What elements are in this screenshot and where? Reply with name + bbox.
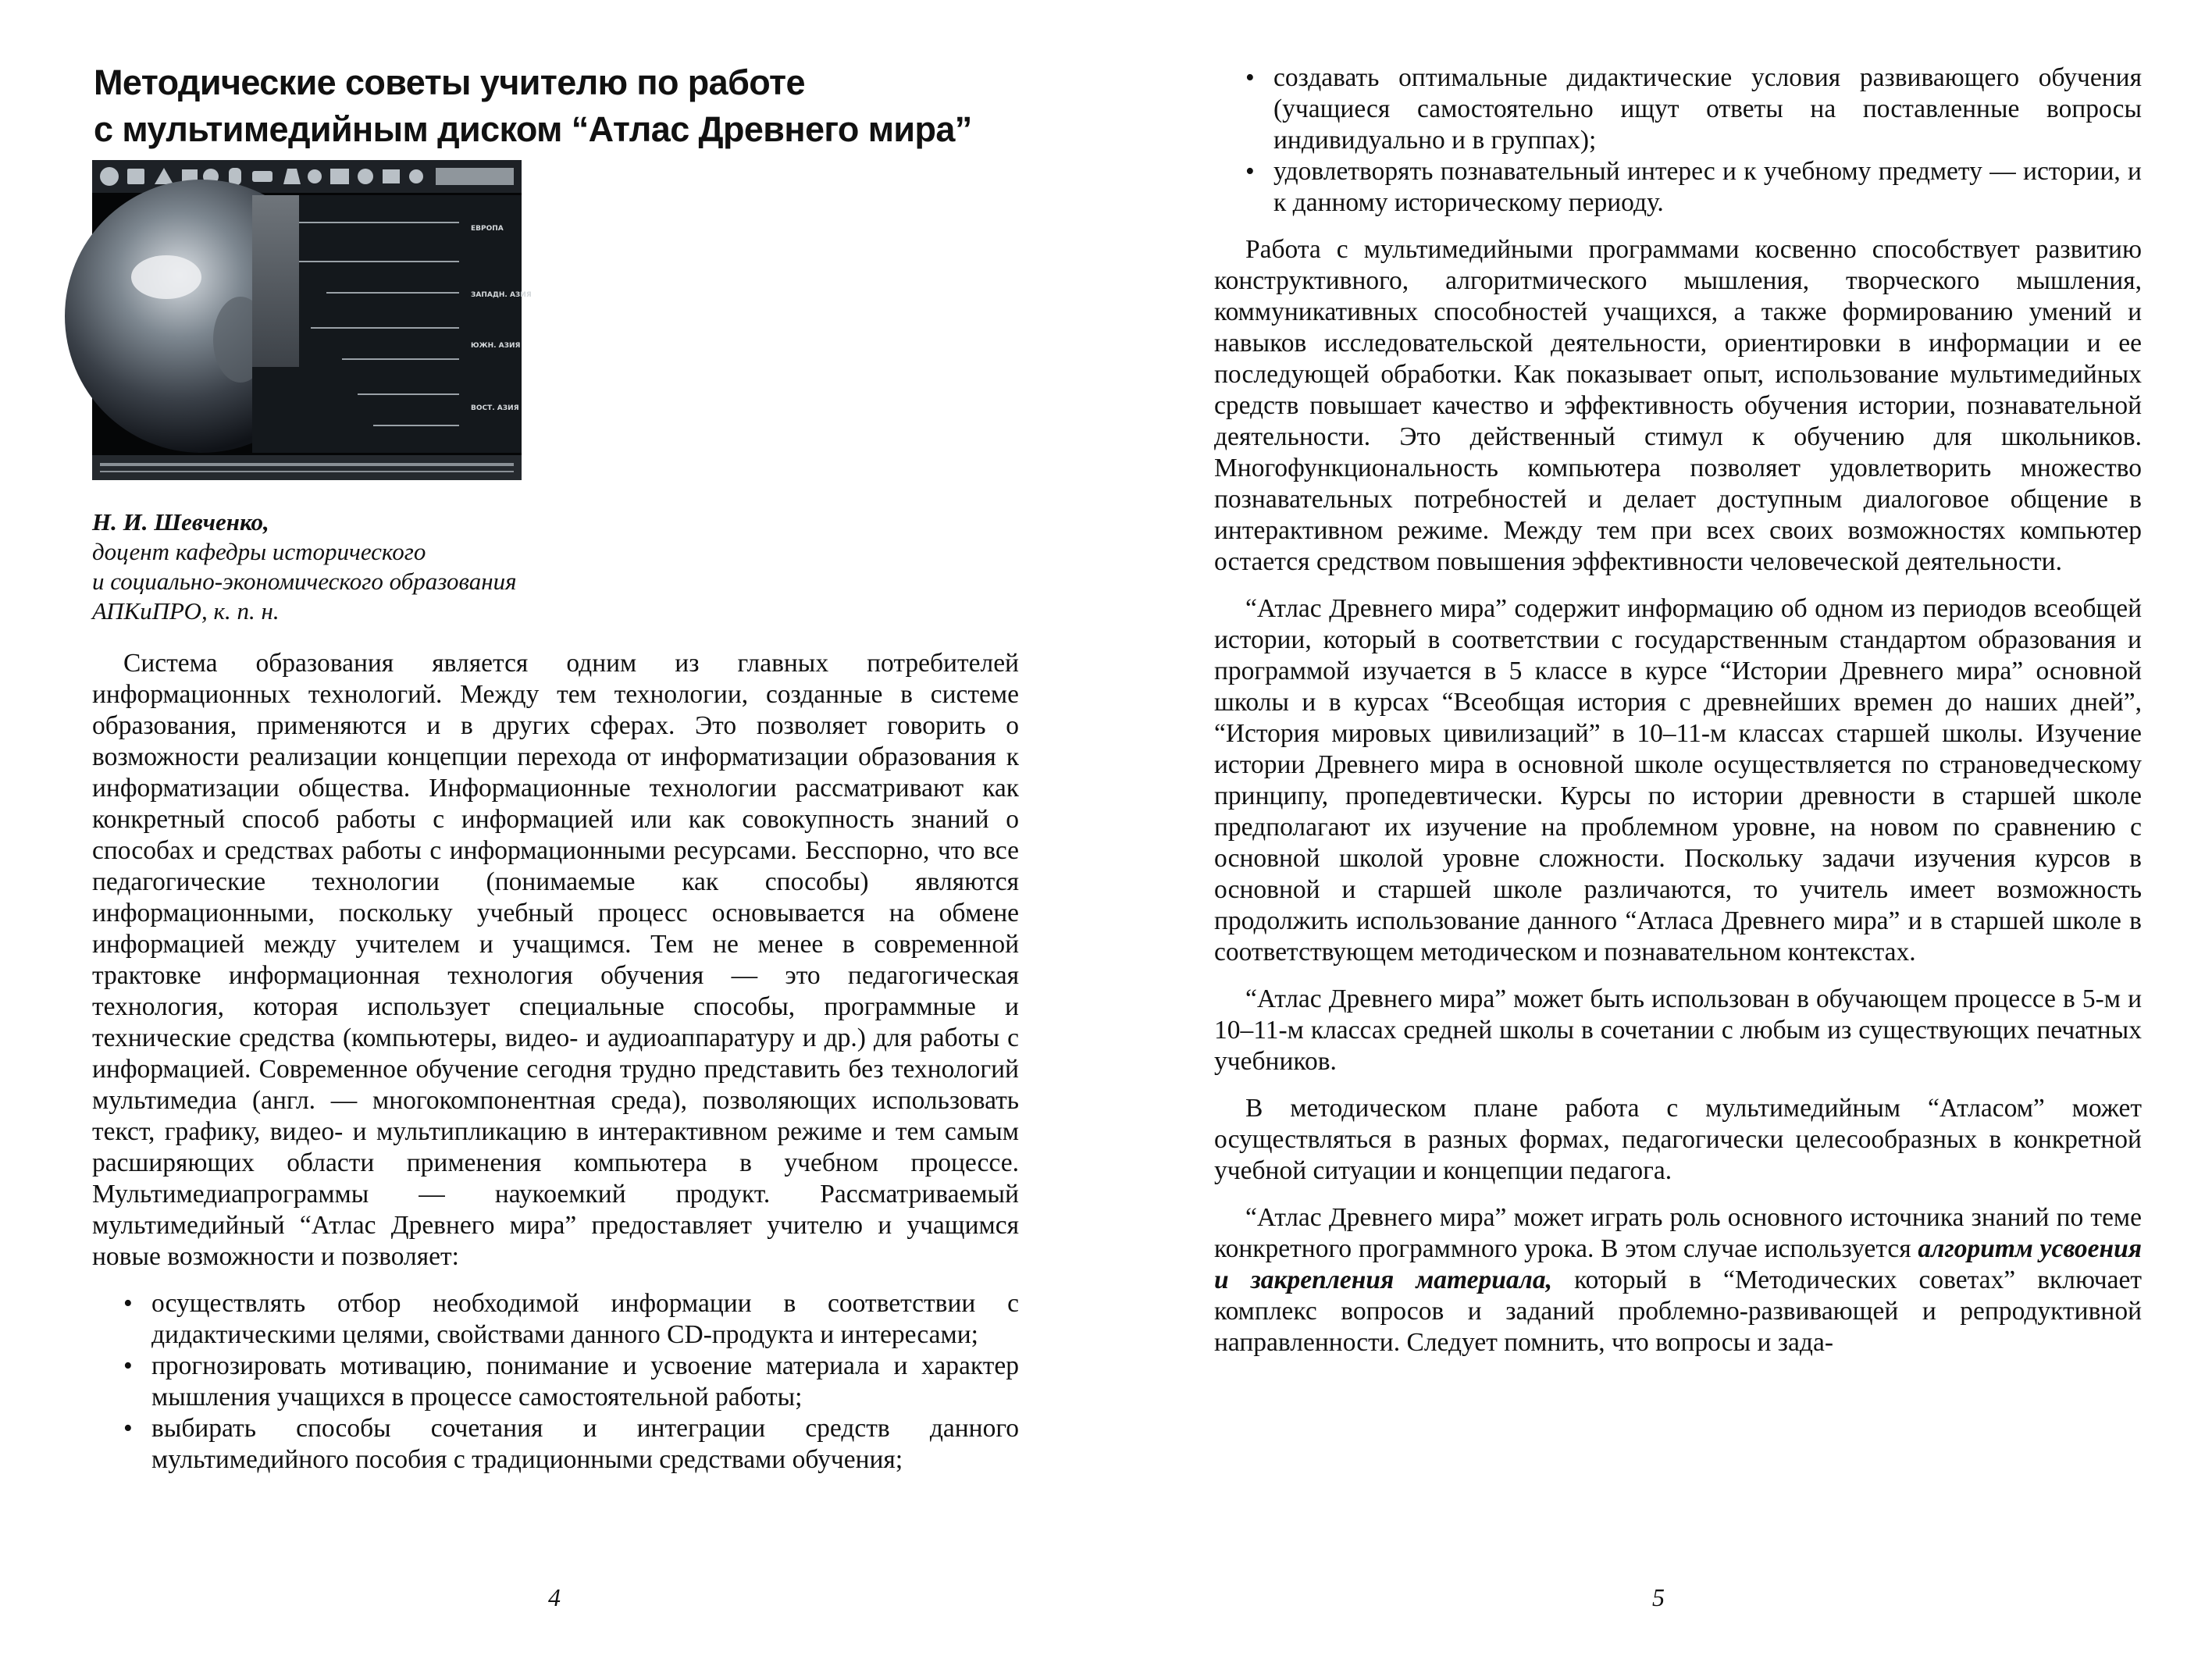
- capabilities-list: [92, 1288, 1019, 1476]
- paragraph: В методическом плане работа с мультимедийным “Атласом” может осуществляться в разных формах, педагогически целесообразных в конкретной учебной ситуации и концепции педагога.: [1214, 1094, 2142, 1185]
- right-body: [1214, 62, 2142, 1358]
- article-title: [94, 59, 1015, 153]
- title-line-2: с мультимедийным диском “Атлас Древнего мира”: [94, 109, 972, 149]
- author-position-1: доцент кафедры исторического: [92, 538, 426, 565]
- paragraph: “Атлас Древнего мира” может быть использован в обучающем процессе в 5-м и 10–11-м классах средней школы в сочетании с любым из существующих печатных учебников.: [1214, 984, 2142, 1076]
- globe-cloud: [131, 255, 201, 299]
- screenshot-image: [92, 160, 532, 480]
- text-run: который в “Методических советах” включает комплекс вопросов и заданий проблемно-развивающей и репродуктивной направленности. Следует помнить, что вопросы и зада-: [1214, 1266, 2143, 1357]
- author-position-3: АПКиПРО, к. п. н.: [92, 597, 280, 625]
- page-number-left: 4: [548, 1583, 561, 1611]
- sun-icon: [358, 169, 373, 184]
- title-line-1: Методические советы учителю по работе: [94, 62, 805, 102]
- map-icon: [383, 169, 400, 183]
- vase-icon: [308, 169, 322, 183]
- atlas-program-screenshot: [92, 160, 532, 480]
- author-position-2: и социально-экономического образования: [92, 568, 517, 595]
- left-body: [92, 648, 1019, 1476]
- region-label: ВОСТ. АЗИЯ: [471, 404, 519, 412]
- bottom-strip: [92, 455, 522, 480]
- timeline-scale-thin: [100, 471, 514, 472]
- list-item: • создавать оптимальные дидактические условия развивающего обучения (учащиеся самостоятельно ищут ответы на поставленные вопросы индивидуально и в группах);: [1245, 62, 2142, 156]
- paragraph: [1214, 1202, 2142, 1358]
- shield-icon: [229, 168, 241, 185]
- book-icon: [127, 169, 144, 184]
- region-label: ЗАПАДН. АЗИЯ: [471, 291, 532, 299]
- timeline-column: [252, 195, 299, 367]
- bar-icon-1: [436, 168, 514, 185]
- columns-icon: [330, 169, 349, 184]
- list-item: • выбирать способы сочетания и интеграции средств данного мультимедийного пособия с традиционными средствами обучения;: [123, 1413, 1019, 1476]
- timeline-scale: [100, 463, 514, 466]
- round-icon: [409, 169, 423, 183]
- list-item: • прогнозировать мотивацию, понимание и усвоение материала и характер мышления учащихся в процессе самостоятельной работы;: [123, 1351, 1019, 1413]
- paragraph: Система образования является одним из главных потребителей информационных технологий. Между тем технологии, созданные в системе образования, применяются и в других сферах. Это позволяет говорить о возможности реализации концепции перехода от информатизации образования к информатизации общества. Информационные технологии рассматривают как конкретный способ работы с информацией или как совокупность знаний о способах и средствах работы с информационными ресурсами. Бесспорно, что все педагогические технологии (понимаемые как способы) являются информационными, поскольку учебный процесс основывается на обмене информацией между учителем и учащимся. Тем не менее в современной трактовке информационная технология обучения — это педагогическая технология, которая использует специальные способы, программные и технические средства (компьютеры, видео- и аудиоаппаратуру и др.) для работы с информацией. Современное обучение сегодня трудно представить без технологий мультимедиа (англ. — многокомпонентная среда), позволяющих использовать текст, графику, видео- и мультипликацию в интерактивном режиме и тем самым расширяющих области применения компьютера в учебном процессе. Мультимедиапрограммы — наукоемкий продукт. Рассматриваемый мультимедийный “Атлас Древнего мира” предоставляет учителю и учащимся новые возможности и позволяет:: [92, 649, 1019, 1271]
- scroll-icon: [252, 171, 272, 182]
- page-number-right: 5: [1652, 1583, 1665, 1611]
- emphasis: алгоритм усвоения и закрепления материала,: [1214, 1234, 2142, 1294]
- author-name: Н. И. Шевченко,: [92, 508, 269, 536]
- region-label: ЮЖН. АЗИЯ: [471, 342, 521, 350]
- right-page: [1106, 0, 2212, 1659]
- globe-icon: [100, 167, 119, 186]
- text-run: “Атлас Древнего мира” может играть роль основного источника знаний по теме конкретного программного урока. В этом случае используется: [1214, 1203, 2142, 1263]
- capabilities-list-continued: [1214, 62, 2142, 219]
- author-block: [92, 507, 1019, 626]
- list-item: • осуществлять отбор необходимой информации в соответствии с дидактическими целями, свойствами данного CD-продукта и интересами;: [123, 1288, 1019, 1351]
- region-label: ЕВРОПА: [471, 225, 504, 233]
- list-item: • удовлетворять познавательный интерес и к учебному предмету — истории, и к данному историческому периоду.: [1245, 156, 2142, 219]
- paragraph: “Атлас Древнего мира” содержит информацию об одном из периодов всеобщей истории, который в соответствии с государственным стандартом образования и программой изучается в 5 классе в курсе “Истории Древнего мира” основной школы и в курсах “Всеобщая история с древнейших времен до наших дней”, “История мировых цивилизаций” в 10–11-м классах старшей школы. Изучение истории Древнего мира в основной школе осуществляется по страноведческому принципу, пропедевтически. Курсы по истории древности в старшей школе предполагают их изучение на проблемном уровне, на новом по сравнению с основной школой уровне сложности. Поскольку задачи изучения курсов в основной и старшей школе различаются, то учитель имеет возможность продолжить использование данного “Атласа Древнего мира” и в старшей школе в соответствующем методическом и познавательном контекстах.: [1214, 594, 2142, 967]
- paragraph: Работа с мультимедийными программами косвенно способствует развитию конструктивного, алгоритмического мышления, творческого мышления, коммуникативных способностей учащихся, а также формированию умений и навыков исследовательской деятельности, ориентировки в информации и ее последующей обработки. Как показывает опыт, использование мультимедийных средств повышает качество и эффективность обучения истории, познавательной деятельности. Это действенный стимул к обучению для школьников. Многофункциональность компьютера позволяет удовлетворить множество познавательных потребностей и делает доступным диалоговое общение в интерактивном режиме. Между тем при всех своих возможностях компьютер остается средством повышения эффективности человеческой деятельности.: [1214, 235, 2142, 576]
